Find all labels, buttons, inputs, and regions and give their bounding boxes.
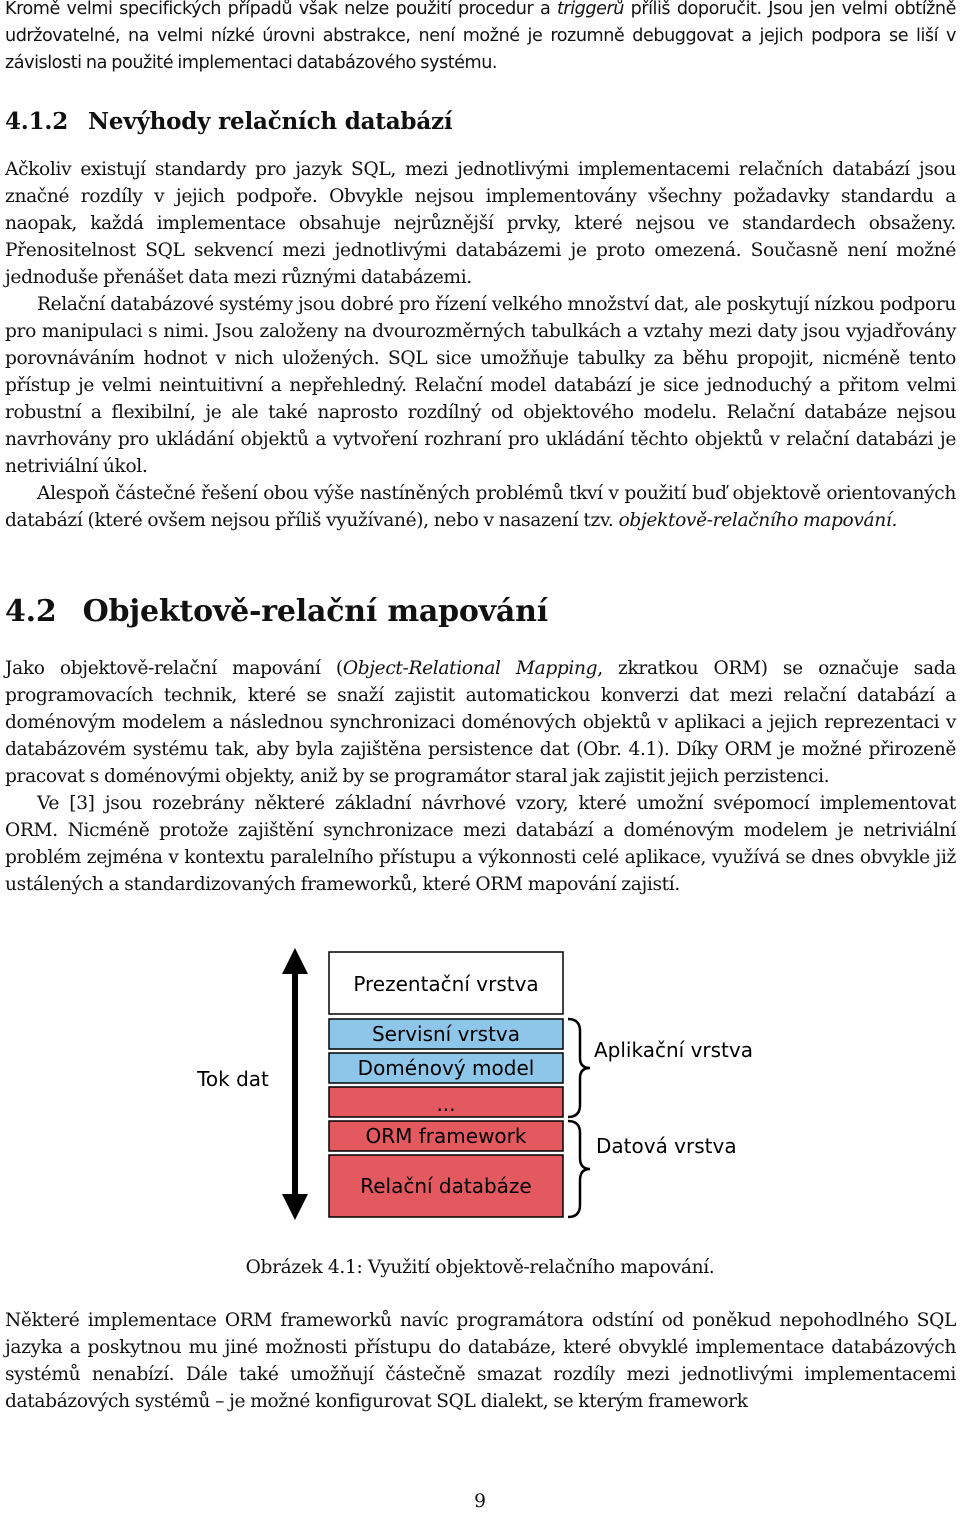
paragraph-relational: Relační databázové systémy jsou dobré pro řízení velkého množství dat, ale poskytují nízkou podporu pro manipulaci s nimi. Jsou založeny na dvourozměrných tabulkách a vztahy mezi daty jsou vyjadřovány porovnáváním hodnot v nich uložených. SQL sice umožňuje tabulky za běhu propojit, nicméně tento přístup je velmi neintuitivní a nepřehledný. Relační model databází je sice jednoduchý a přitom velmi robustní a flexibilní, je ale také naprosto rozdílný od objektového modelu. Relační databáze nejsou navrhovány pro ukládání objektů a vytvoření rozhraní pro ukládání těchto objektů v relační databázi je netriviální úkol. — [5, 294, 956, 477]
application-layer-label: Aplikační vrstva — [594, 1038, 753, 1062]
final-paragraph-block — [5, 1307, 956, 1415]
double-headed-vertical-arrow-icon — [282, 948, 308, 1220]
section-body — [5, 655, 956, 898]
paragraph-standards: Ačkoliv existují standardy pro jazyk SQL, mezi jednotlivými implementacemi relačních databází jsou značné rozdíly v jejich podpoře. Obvykle nejsou implementovány všechny požadavky standardu a naopak, každá implementace obsahuje nejrůznější prvky, které nejsou ve standardech obsaženy. Přenositelnost SQL sekvencí mezi jednotlivými databázemi je proto omezená. Současně není možné jednoduše přenášet data mezi různými databázemi. — [5, 159, 956, 288]
layer-ellipsis-label: ... — [436, 1092, 456, 1116]
emphasis-orm: objektově-relačního mapování. — [618, 510, 898, 531]
subsection-heading — [5, 108, 452, 135]
orm-layers-diagram — [180, 940, 800, 1225]
emphasis-object-relational-mapping: Object-Relational Mapping — [342, 658, 598, 679]
layer-presentation-label: Prezentační vrstva — [353, 972, 539, 996]
paragraph-orm-frameworks: Některé implementace ORM frameworků navíc programátora odstíní od poněkud nepohodlného SQL jazyka a poskytnou mu jiné možnosti přístupu do databáze, které obvyklé implementace databázových systémů nenabízí. Dále také umožňují částečně smazat rozdíly mezi jednotlivými implementacemi databázových systémů – je možné konfigurovat SQL dialekt, se kterým framework — [5, 1310, 956, 1412]
layer-service-label: Servisní vrstva — [371, 1022, 521, 1046]
layer-domain-label: Doménový model — [357, 1056, 535, 1080]
section-number: 4.2 — [5, 594, 57, 629]
curly-brace-right-icon — [568, 1019, 590, 1117]
flow-label: Tok dat — [197, 1067, 269, 1091]
layer-database-label: Relační databáze — [360, 1174, 532, 1198]
page-number: 9 — [474, 1491, 486, 1512]
paragraph-orm-definition: Jako objektově-relační mapování (Object-Relational Mapping, zkratkou ORM) se označuje sada programovacích technik, které se snaží zajistit automatickou konverzi dat mezi relační databází a doménovým modelem a následnou synchronizaci doménových objektů v aplikaci a jejich reprezentaci v databázovém systému tak, aby byla zajištěna persistence dat (Obr. 4.1). Díky ORM je možné přirozeně pracovat s doménovými objekty, aniž by se programátor staral jak zajistit jejich perzistenci. — [5, 658, 956, 787]
data-layer-label: Datová vrstva — [596, 1134, 737, 1158]
paragraph-design-patterns: Ve [3] jsou rozebrány některé základní návrhové vzory, které umožní svépomocí implementovat ORM. Nicméně protože zajištění synchronizace mezi databází a doménovým modelem je netriviální problém zejména v kontextu paralelního přístupu a výkonnosti celé aplikace, využívá se dnes obvykle již ustálených a standardizovaných frameworků, které ORM mapování zajistí. — [5, 793, 956, 895]
section-title: Objektově-relační mapování — [82, 594, 548, 629]
figure-caption: Obrázek 4.1: Využití objektově-relačního mapování. — [245, 1257, 715, 1278]
subsection-body — [5, 156, 956, 534]
subsection-number: 4.1.2 — [5, 108, 69, 135]
paragraph-solution: Alespoň částečné řešení obou výše nastíněných problémů tkví v použití buď objektově orientovaných databází (které ovšem nejsou příliš využívané), nebo v nasazení tzv. objektově-relačního mapování. — [5, 483, 956, 531]
curly-brace-right-icon — [568, 1121, 590, 1217]
subsection-title: Nevýhody relačních databází — [88, 108, 453, 135]
layer-orm-label: ORM framework — [365, 1124, 527, 1148]
intro-paragraph: Kromě velmi specifických případů však nelze použití procedur a triggerů příliš doporučit. Jsou jen velmi obtížně udržovatelné, na velmi nízké úrovni abstrakce, není možné je rozumně debuggovat a jejich podpora se liší v závislosti na použité implementaci databázového systému. — [5, 0, 956, 73]
emphasis-triggers: triggerů — [556, 0, 624, 19]
section-heading — [5, 594, 548, 629]
